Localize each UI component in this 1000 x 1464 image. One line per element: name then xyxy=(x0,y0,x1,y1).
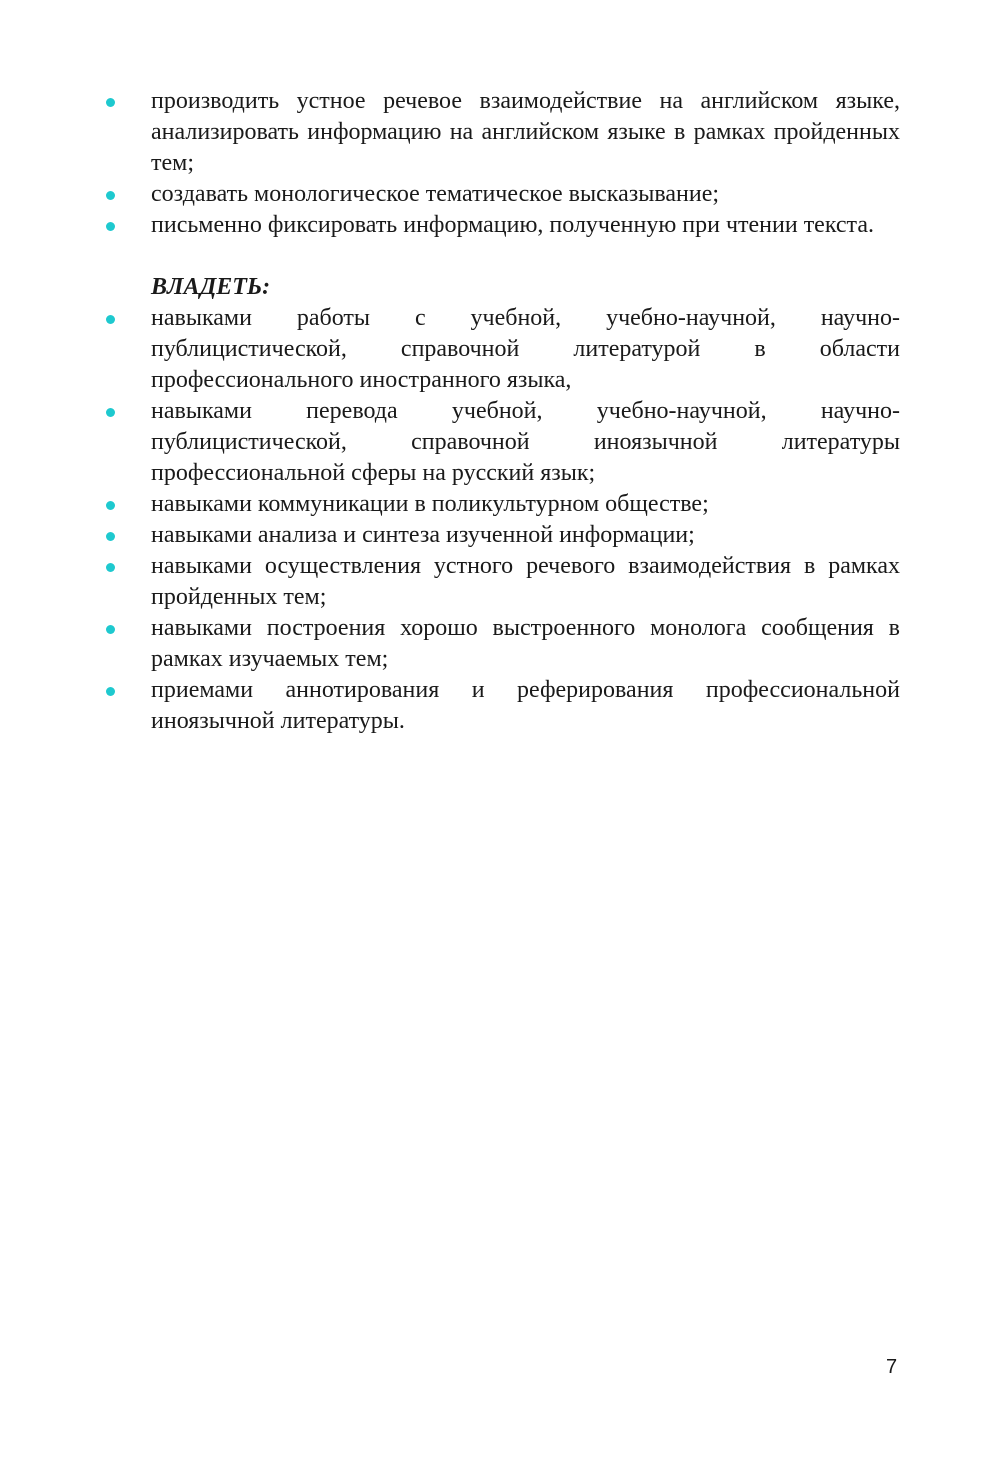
bullet-icon xyxy=(106,501,115,510)
bullet-icon xyxy=(106,532,115,541)
bullet-icon xyxy=(106,408,115,417)
bullet-icon xyxy=(106,563,115,572)
list-item xyxy=(100,303,900,396)
list-item xyxy=(100,613,900,675)
bullet-icon xyxy=(106,191,115,200)
list-item xyxy=(100,396,900,489)
page-content xyxy=(100,86,900,737)
list-item-text: навыками перевода учебной, учебно-научной, научно-публицистической, справочной иноязычной литературы профессиональной сферы на русский язык; xyxy=(151,398,900,486)
list-item-text: навыками построения хорошо выстроенного монолога сообщения в рамках изучаемых тем; xyxy=(151,615,900,672)
list-item-text: приемами аннотирования и реферирования профессиональной иноязычной литературы. xyxy=(151,677,900,734)
list-item-text: производить устное речевое взаимодействие на английском языке, анализировать информацию на английском языке в рамках пройденных тем; xyxy=(151,88,900,176)
list-item-text: создавать монологическое тематическое высказывание; xyxy=(151,181,720,207)
bullet-icon xyxy=(106,222,115,231)
list-item xyxy=(100,551,900,613)
list-item xyxy=(100,520,900,551)
proficiency-list xyxy=(100,303,900,737)
page-number: 7 xyxy=(886,1356,898,1378)
bullet-icon xyxy=(106,687,115,696)
list-item xyxy=(100,675,900,737)
list-item xyxy=(100,489,900,520)
list-item-text: навыками осуществления устного речевого взаимодействия в рамках пройденных тем; xyxy=(151,553,900,610)
list-item xyxy=(100,210,900,241)
bullet-icon xyxy=(106,625,115,634)
bullet-icon xyxy=(106,98,115,107)
list-item-text: письменно фиксировать информацию, полученную при чтении текста. xyxy=(151,212,874,238)
bullet-icon xyxy=(106,315,115,324)
skills-list xyxy=(100,86,900,241)
list-item xyxy=(100,179,900,210)
list-item-text: навыками коммуникации в поликультурном обществе; xyxy=(151,491,709,517)
section-heading: ВЛАДЕТЬ: xyxy=(151,274,271,300)
list-item-text: навыками работы с учебной, учебно-научной, научно-публицистической, справочной литературой в области профессионального иностранного языка, xyxy=(151,305,900,393)
list-item xyxy=(100,86,900,179)
list-item-text: навыками анализа и синтеза изученной информации; xyxy=(151,522,695,548)
